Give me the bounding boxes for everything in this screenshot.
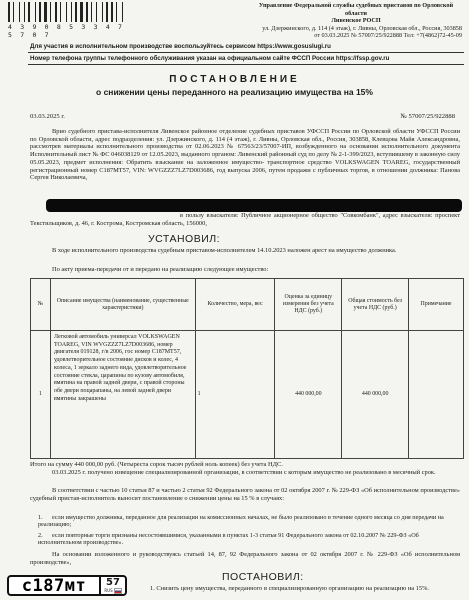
barcode-bar <box>73 2 74 22</box>
row-unit-price: 440 000,00 <box>275 331 342 459</box>
basis-paragraph: На основании изложенного и руководствуясь статьей 14, 87, 92 Федерального закона от 02 октября 2007 г. № 229-ФЗ «Об исполнительном производстве», <box>30 551 460 566</box>
barcode <box>8 2 136 39</box>
act-paragraph: По акту приема-передачи от и передано на реализацию следующее имущество: <box>52 266 269 273</box>
recipient-paragraph: в пользу взыскателя: Публичное акционерное общество "Совкомбанк", адрес взыскателя: проспект Текстильщиков, д. 46, г. Кострома, Костромская область, 156000, <box>30 212 460 227</box>
barcode-bar <box>111 2 113 22</box>
property-table <box>30 278 464 459</box>
phone-notice: Номер телефона группы телефонного обслуживания указан на официальном сайте ФССП России https://fssp.gov.ru <box>30 55 390 62</box>
list-item-1 <box>38 514 458 529</box>
barcode-bar <box>37 2 38 22</box>
column-header-unit-price: Оценка за единицу измерения без учета НДС (руб.) <box>275 279 342 331</box>
barcode-bar <box>75 2 77 22</box>
barcode-bar <box>19 2 20 22</box>
column-header-note: Примечание <box>409 279 464 331</box>
agency-header <box>250 2 462 40</box>
total-paragraph: Итого на сумму 440 000,00 руб. (Четыреста сорок тысяч рублей ноль копеек) без учета НДС. <box>30 461 283 468</box>
divider <box>28 52 464 53</box>
column-header-no: № <box>31 279 51 331</box>
agency-department: Ливенское РОСП <box>331 17 381 25</box>
barcode-number: 4 3 9 0 8 5 3 3 4 7 5 7 0 7 <box>8 23 125 39</box>
barcode-bar <box>86 2 88 22</box>
list-item-2-text: если повторные торги признаны несостоявшимися, указанными в пунктах 1-3 статьи 91 Федерального закона от 02.10.2007 № 229-ФЗ «Об исполнительном производстве». <box>38 532 419 547</box>
barcode-bar <box>52 2 54 22</box>
list-item-1-text: если имущество должника, переданное для реализации на комиссионных началах, не было реализовано в течение одного месяца со дня передачи на реализацию; <box>38 514 444 529</box>
law-paragraph: В соответствии с частью 10 статьи 87 и частью 2 статьи 92 Федерального закона от 02 октября 2007 г. № 229-ФЗ «Об исполнительном производстве» судебный пристав-исполнитель выносит постановление о снижении цены на 15 % в случаях: <box>30 487 460 502</box>
agency-name-line2: области <box>345 9 367 17</box>
barcode-bar <box>11 2 12 22</box>
document-subtitle: о снижении цены переданного на реализацию имущества на 15% <box>96 87 373 97</box>
row-note <box>409 331 464 459</box>
gosuslugi-notice: Для участия в исполнительном производстве воспользуйтесь сервисом https://www.gosuslugi.ru <box>30 43 331 50</box>
document-date: 03.03.2025 г. <box>30 113 65 120</box>
document-number: № 57007/25/922888 <box>400 113 455 120</box>
barcode-bar <box>66 2 67 22</box>
barcode-bar <box>39 2 41 22</box>
column-header-desc: Описание имущества (наименование, существенные характеристики) <box>50 279 195 331</box>
list-item-2 <box>38 532 458 547</box>
barcode-bar <box>122 2 123 22</box>
barcode-bar <box>50 2 51 22</box>
divider <box>28 64 464 65</box>
barcode-bar <box>35 2 36 22</box>
barcode-bar <box>102 2 103 22</box>
list-item-2-mark: 2. <box>38 532 43 539</box>
table-row <box>31 331 464 459</box>
barcode-bars <box>8 2 136 22</box>
row-desc: Легковой автомобиль универсал VOLKSWAGEN TOAREG, VIN WVGZZZ7LZ7D003686, номер двигателя 019128, г/в 2006, гос номер С187МТ57, удовлетворительное состояние дисков и колес, 4 колеса, 1 зеркало заднего вида, удовлетворительное состояние стекла, царапины по кузову автомобиля, вмятина на правой задней двери, с правой стороны обе двери поцарапаны, на левой задней двери вмятины закрашены <box>50 331 195 459</box>
barcode-bar <box>62 2 65 22</box>
postanovil-heading: ПОСТАНОВИЛ: <box>222 571 304 583</box>
barcode-bar <box>48 2 49 22</box>
column-header-qty: Количество, мера, вес <box>195 279 275 331</box>
column-header-total: Общая стоимость без учета НДС (руб.) <box>342 279 409 331</box>
barcode-bar <box>58 2 59 22</box>
barcode-bar <box>13 2 14 22</box>
table-header-row <box>31 279 464 331</box>
document-title: ПОСТАНОВЛЕНИЕ <box>169 74 300 85</box>
barcode-bar <box>42 2 43 22</box>
barcode-bar <box>96 2 97 22</box>
barcode-bar <box>98 2 101 22</box>
arrest-paragraph: В ходе исполнительного производства судебным приставом-исполнителем 14.10.2023 наложен арест на имущество должника. <box>52 247 397 254</box>
barcode-bar <box>84 2 85 22</box>
barcode-bar <box>21 2 23 22</box>
barcode-bar <box>15 2 18 22</box>
row-total: 440 000,00 <box>342 331 409 459</box>
barcode-bar <box>78 2 79 22</box>
barcode-bar <box>31 2 34 22</box>
decision-paragraph: 1. Снизить цену имущества, переданного в специализированную организацию на реализацию на 15%. <box>150 585 429 592</box>
intro-paragraph: Врио судебного пристава-исполнителя Ливенское районное отделение судебных приставов УФССП России по Орловской области УФССП России по Орловской области, адрес подразделения: ул. Дзержинского, д. 114 (4 этаж), г. Ливны, Орловская обл., Россия, 303858, Клевцова Майя Александровна, рассмотрев материалы исполнительного производства от 02.06.2023 № 67563/23/57007-ИП, возбужденного на основании исполнительного документа Исполнительный лист № ФС 046038129 от 12.05.2023, выданного органом: Ливенский районный суд по делу № 2-1-399/2023, вступившему в законную силу 05.05.2023, предмет исполнения: Обратить взыскание на заложенное имущество- транспортное средство VOLKSWAGEN TOAREG, государственный регистрационный номер С187МТ57, VIN: WVGZZZ7LZ7D003686, год выпуска 2006, путем продажи с публичных торгов, в отношении должника: Панова Сергея Николаевича, <box>30 128 460 182</box>
barcode-bar <box>80 2 83 22</box>
plate-country-code: RUS <box>104 588 113 593</box>
plate-region-code: 57 <box>106 576 120 588</box>
agency-name-line1: Управление Федеральной службы судебных приставов по Орловской <box>258 2 454 9</box>
plate-number: с187мт <box>21 575 87 596</box>
barcode-bar <box>116 2 117 22</box>
plate-region-block <box>99 577 125 594</box>
license-plate-overlay <box>7 575 127 596</box>
barcode-bar <box>104 2 105 22</box>
barcode-bar <box>44 2 47 22</box>
barcode-bar <box>93 2 95 22</box>
barcode-bar <box>89 2 90 22</box>
barcode-bar <box>118 2 121 22</box>
barcode-bar <box>55 2 57 22</box>
barcode-bar <box>91 2 92 22</box>
barcode-bar <box>71 2 72 22</box>
barcode-bar <box>24 2 25 22</box>
barcode-bar <box>8 2 10 22</box>
row-qty: 1 <box>195 331 275 459</box>
barcode-bar <box>60 2 61 22</box>
list-item-1-mark: 1. <box>38 514 43 521</box>
agency-address: ул. Дзержинского, д. 114 (4 этаж), г. Ливны, Орловская обл., Россия, 303858 <box>262 24 462 32</box>
barcode-bar <box>106 2 108 22</box>
row-no: 1 <box>31 331 51 459</box>
agency-contacts: от 03.03.2025 № 57007/25/922888 Тел: +7(4862)72-45-09 <box>314 32 462 40</box>
barcode-bar <box>114 2 115 22</box>
russian-flag-icon <box>114 588 122 594</box>
barcode-bar <box>109 2 110 22</box>
ustanovil-heading: УСТАНОВИЛ: <box>148 233 221 245</box>
received-paragraph: 03.03.2025 г. получено извещение специализированной организации, в соответствии с которым имущество не реализовано в месячный срок. <box>52 469 436 476</box>
barcode-bar <box>124 2 126 22</box>
barcode-bar <box>26 2 27 22</box>
plate-country <box>104 588 121 594</box>
redaction-bar <box>46 199 462 212</box>
barcode-bar <box>28 2 30 22</box>
barcode-bar <box>68 2 70 22</box>
